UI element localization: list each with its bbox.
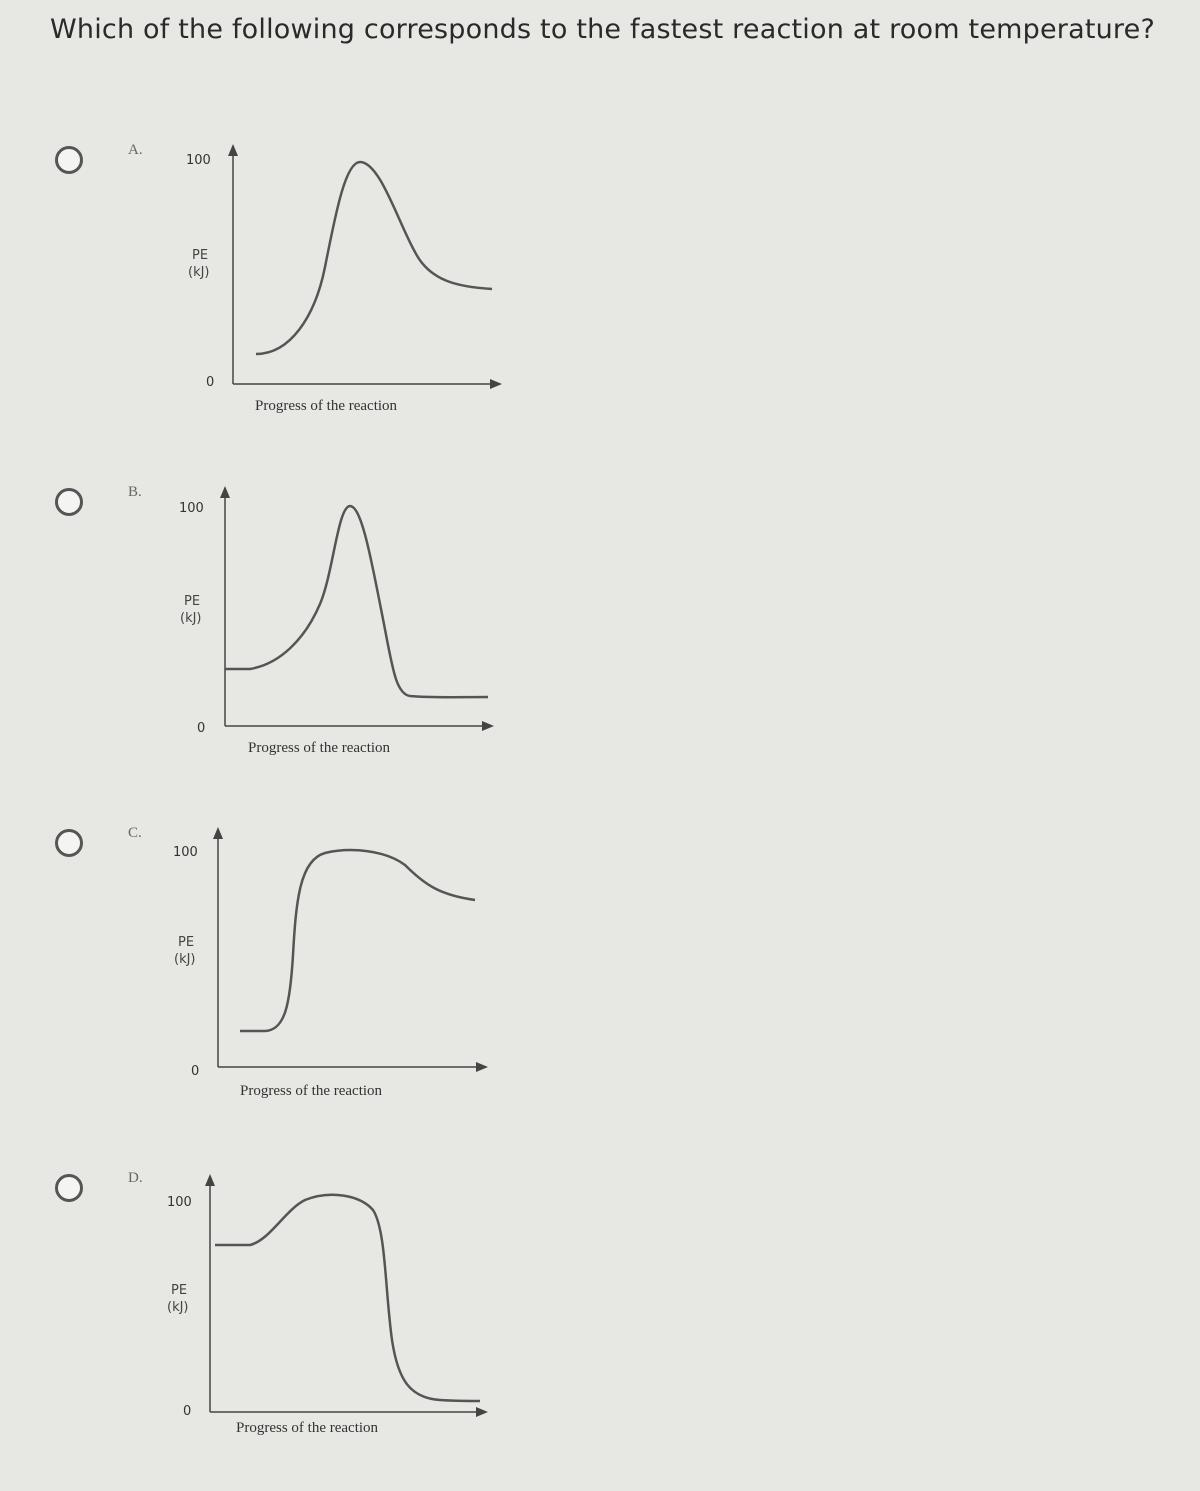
x-axis-label: Progress of the reaction: [248, 740, 391, 756]
energy-diagram-a: [0, 142, 640, 432]
reaction-curve: [240, 850, 475, 1031]
y-tick-top: 100: [167, 1195, 192, 1210]
y-tick-top: 100: [186, 153, 211, 168]
y-tick-zero: 0: [197, 721, 206, 736]
y-axis-label-unit: (kJ): [174, 952, 196, 967]
y-tick-top: 100: [173, 845, 198, 860]
y-tick-zero: 0: [206, 375, 215, 390]
y-axis: [205, 1174, 215, 1412]
x-axis: [225, 721, 494, 731]
y-axis: [213, 827, 223, 1067]
y-axis: [228, 144, 238, 384]
reaction-curve: [256, 162, 492, 354]
y-axis-label-pe: PE: [178, 935, 195, 950]
y-tick-top: 100: [179, 501, 204, 516]
reaction-curve: [215, 1195, 480, 1401]
option-letter: A.: [128, 142, 143, 158]
y-tick-zero: 0: [183, 1404, 192, 1419]
option-a[interactable]: [0, 142, 640, 462]
y-axis-label-pe: PE: [192, 248, 209, 263]
y-axis-label-unit: (kJ): [167, 1300, 189, 1315]
x-axis: [210, 1407, 488, 1417]
x-axis-label: Progress of the reaction: [255, 398, 398, 414]
y-axis-label-unit: (kJ): [188, 265, 210, 280]
energy-diagram-c: [0, 825, 640, 1115]
y-axis-label-pe: PE: [171, 1283, 188, 1298]
y-axis-label-unit: (kJ): [180, 611, 202, 626]
question-text: Which of the following corresponds to the fastest reaction at room temperature?: [50, 14, 1155, 45]
x-axis-label: Progress of the reaction: [236, 1420, 379, 1436]
y-axis-label-pe: PE: [184, 594, 201, 609]
option-c[interactable]: [0, 825, 640, 1145]
option-d[interactable]: [0, 1170, 640, 1490]
option-b[interactable]: [0, 484, 640, 804]
option-letter: B.: [128, 484, 142, 500]
x-axis: [218, 1062, 488, 1072]
y-tick-zero: 0: [191, 1064, 200, 1079]
x-axis-label: Progress of the reaction: [240, 1083, 383, 1099]
reaction-curve: [225, 506, 488, 697]
energy-diagram-b: [0, 484, 640, 774]
energy-diagram-d: [0, 1170, 640, 1460]
y-axis: [220, 486, 230, 726]
option-letter: C.: [128, 825, 142, 841]
x-axis: [233, 379, 502, 389]
option-letter: D.: [128, 1170, 143, 1186]
